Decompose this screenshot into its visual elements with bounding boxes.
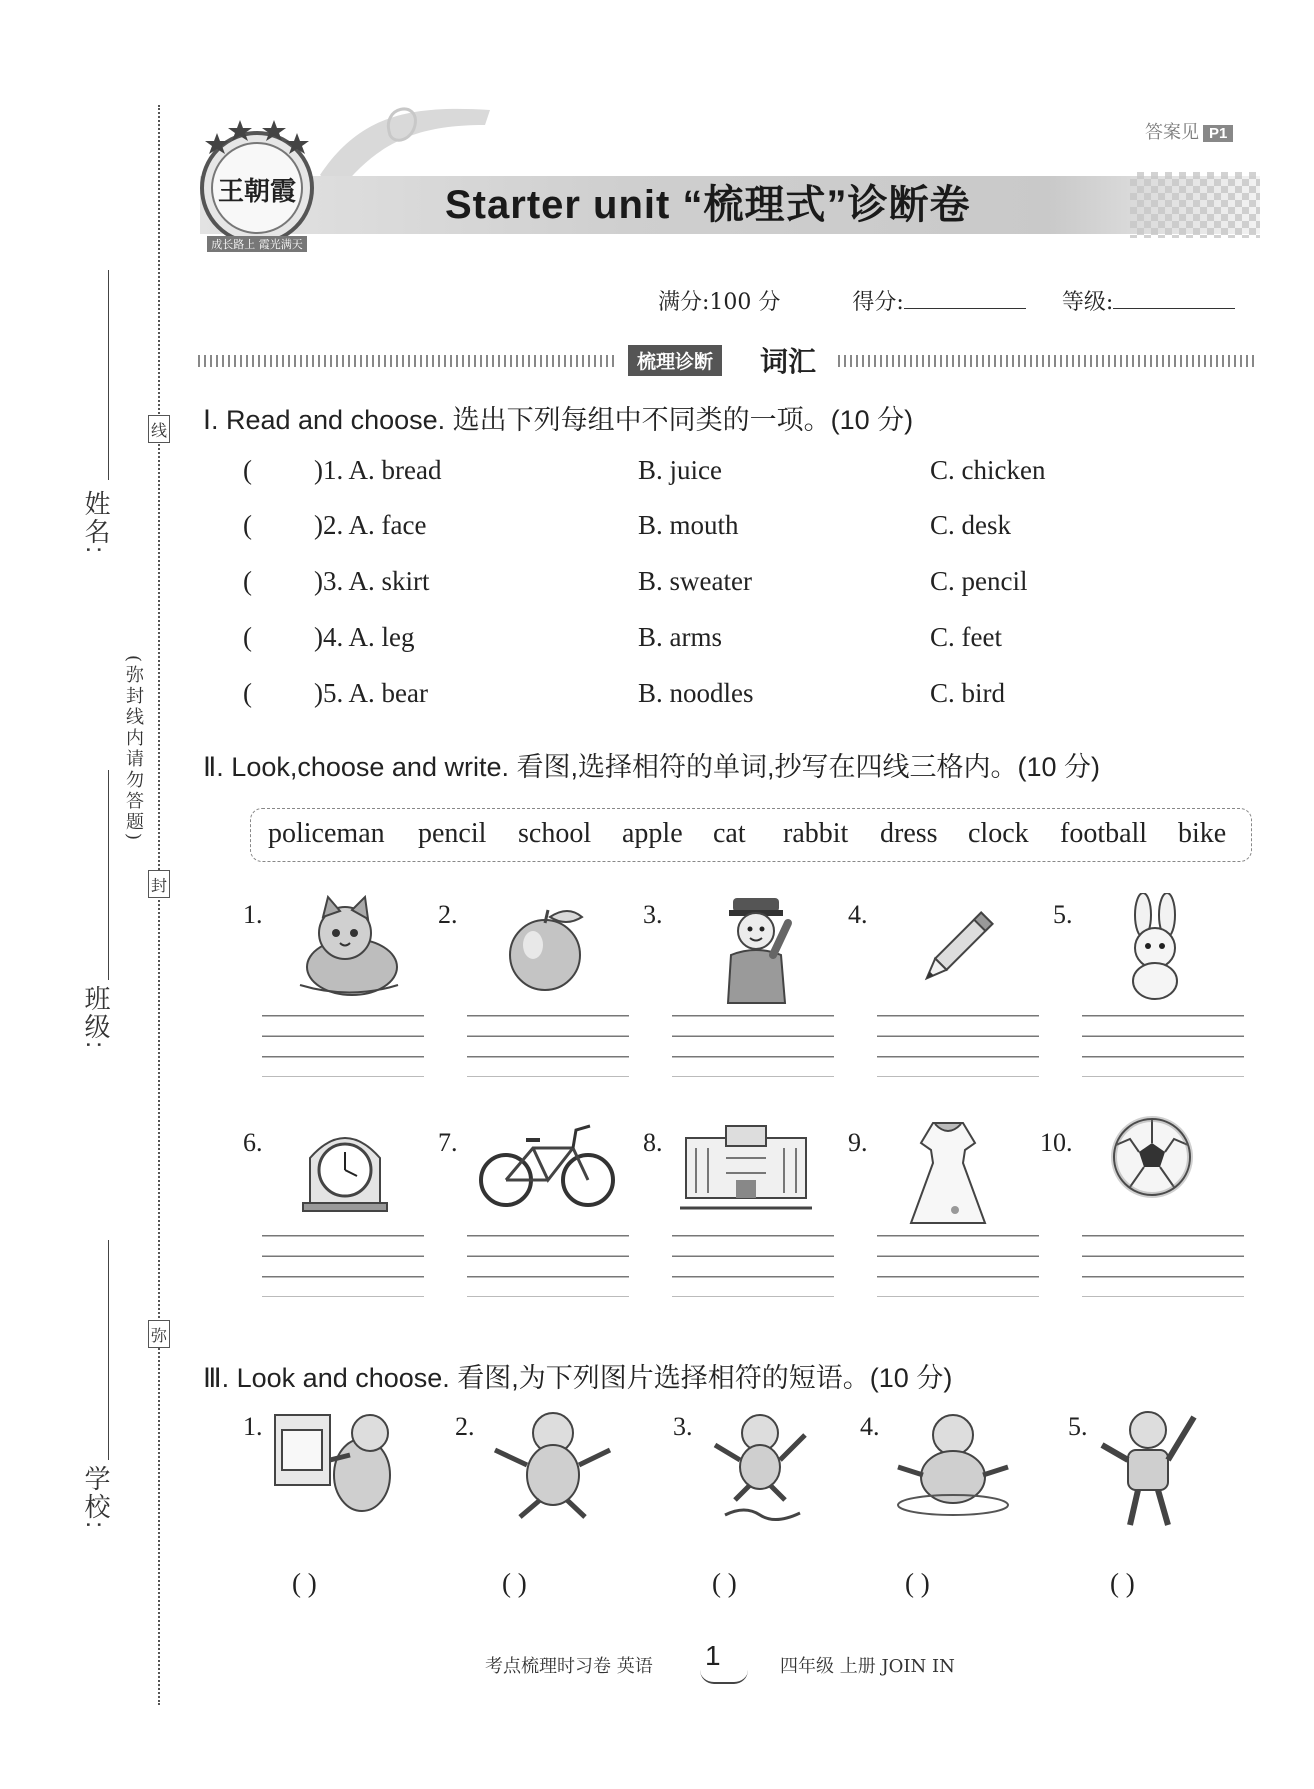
- writing-lines-2[interactable]: [467, 1015, 629, 1077]
- option-a[interactable]: A. face: [348, 510, 427, 540]
- pic-number: 5.: [1068, 1412, 1088, 1441]
- part1-item-3: ( )3. A. skirt: [243, 566, 430, 596]
- score-label: 得分:: [852, 290, 904, 315]
- word-bank-item: cat: [713, 818, 746, 849]
- bike-icon: [478, 1118, 618, 1213]
- part1-item-5: ( )5. A. bear: [243, 678, 428, 708]
- part1-heading: [203, 398, 913, 437]
- word-bank-item: dress: [880, 818, 938, 849]
- name-label: 姓名:: [81, 490, 111, 556]
- wangzhaoxia-logo: [192, 108, 322, 258]
- writing-lines-4[interactable]: [877, 1015, 1039, 1077]
- tiger-dancing-icon: [485, 1405, 620, 1520]
- pic-number: 4.: [848, 900, 868, 929]
- word-bank-item: pencil: [418, 818, 487, 849]
- page-title: Starter unit “梳理式”诊断卷: [445, 183, 971, 227]
- grade-label: 等级:: [1061, 290, 1114, 315]
- pic-number: 1.: [243, 1412, 263, 1441]
- answer-page-tag: P1: [1203, 125, 1233, 142]
- pic-number: 10.: [1040, 1128, 1073, 1157]
- logo-name: 王朝霞: [217, 177, 297, 207]
- rabbit-icon: [1115, 893, 1195, 1003]
- school-icon: [680, 1118, 812, 1218]
- score-blank[interactable]: [904, 290, 1026, 309]
- school-label: 学校:: [81, 1465, 111, 1531]
- item-number: 1.: [323, 455, 344, 485]
- full-score: 满分:100 分: [658, 290, 781, 315]
- part1-title: . Read and choose. 选出下列每组中不同类的一项。(10 分): [210, 405, 914, 435]
- writing-lines-5[interactable]: [1082, 1015, 1244, 1077]
- part3-heading: [203, 1356, 952, 1395]
- no-answer-note: (弥封线内请勿答题): [123, 655, 144, 844]
- writing-lines-8[interactable]: [672, 1235, 834, 1297]
- word-bank-item: rabbit: [783, 818, 849, 849]
- page-number: 1: [705, 1640, 721, 1671]
- pic-number: 2.: [438, 900, 458, 929]
- binding-dotted-line: [158, 105, 160, 1705]
- seal-char-feng: 封: [148, 870, 170, 898]
- footer-right: 四年级 上册 JOIN IN: [780, 1656, 955, 1677]
- option-c[interactable]: C. pencil: [930, 566, 1028, 596]
- section-tag: 梳理诊断: [628, 345, 722, 376]
- option-b[interactable]: B. arms: [638, 622, 722, 652]
- part1-item-2: ( )2. A. face: [243, 510, 427, 540]
- tiger-cooking-icon: [270, 1405, 405, 1520]
- item-number: 2.: [323, 510, 344, 540]
- answer-ref-text: 答案见: [1145, 122, 1199, 142]
- score-line: [658, 285, 1235, 316]
- pic-number: 2.: [455, 1412, 475, 1441]
- name-underline: [108, 270, 109, 480]
- answer-paren[interactable]: ( ): [292, 1568, 317, 1598]
- option-c[interactable]: C. feet: [930, 622, 1002, 652]
- word-bank-item: clock: [968, 818, 1029, 849]
- answer-paren[interactable]: ( ): [1110, 1568, 1135, 1598]
- pic-number: 9.: [848, 1128, 868, 1157]
- word-bank-item: bike: [1178, 818, 1227, 849]
- pic-number: 7.: [438, 1128, 458, 1157]
- part1-item-1: ( )1. A. bread: [243, 455, 442, 485]
- answer-reference: [1145, 118, 1233, 144]
- class-underline: [108, 770, 109, 980]
- pic-number: 8.: [643, 1128, 663, 1157]
- football-icon: [1110, 1115, 1195, 1200]
- writing-lines-6[interactable]: [262, 1235, 424, 1297]
- option-a[interactable]: A. skirt: [348, 566, 430, 596]
- logo-slogan: 成长路上 霞光满天: [211, 238, 303, 251]
- checker-pattern: [1130, 172, 1260, 238]
- writing-lines-1[interactable]: [262, 1015, 424, 1077]
- writing-lines-3[interactable]: [672, 1015, 834, 1077]
- part2-numeral: Ⅱ: [203, 752, 217, 782]
- school-underline: [108, 1240, 109, 1460]
- part3-title: . Look and choose. 看图,为下列图片选择相符的短语。(10 分): [221, 1363, 953, 1393]
- part1-numeral: Ⅰ: [203, 405, 211, 435]
- pic-number: 5.: [1053, 900, 1073, 929]
- option-b[interactable]: B. mouth: [638, 510, 739, 540]
- tiger-sitting-icon: [888, 1405, 1018, 1520]
- part2-heading: [203, 745, 1100, 784]
- tiger-jumping-icon: [705, 1405, 815, 1530]
- seal-char-xian: 线: [148, 415, 170, 443]
- section-word: 词汇: [760, 346, 817, 377]
- word-bank-item: apple: [622, 818, 683, 849]
- word-bank-item: football: [1060, 818, 1148, 849]
- option-b[interactable]: B. juice: [638, 455, 722, 485]
- footer-left: 考点梳理时习卷 英语: [485, 1656, 653, 1677]
- option-c[interactable]: C. bird: [930, 678, 1006, 708]
- word-bank-item: policeman: [268, 818, 385, 849]
- part1-item-4: ( )4. A. leg: [243, 622, 415, 652]
- writing-lines-9[interactable]: [877, 1235, 1039, 1297]
- grade-blank[interactable]: [1113, 290, 1235, 309]
- answer-paren[interactable]: ( ): [502, 1568, 527, 1598]
- pic-number: 3.: [673, 1412, 693, 1441]
- cat-icon: [290, 895, 405, 1000]
- pic-number: 4.: [860, 1412, 880, 1441]
- pencil-icon: [915, 905, 995, 995]
- writing-lines-7[interactable]: [467, 1235, 629, 1297]
- part2-title: . Look,choose and write. 看图,选择相符的单词,抄写在四线三格内。(10 分): [216, 752, 1100, 782]
- option-a[interactable]: A. bear: [348, 678, 428, 708]
- answer-paren[interactable]: ( ): [905, 1568, 930, 1598]
- clock-icon: [295, 1118, 395, 1218]
- pic-number: 3.: [643, 900, 663, 929]
- class-label: 班级:: [81, 985, 111, 1051]
- policeman-icon: [713, 893, 798, 1005]
- option-a[interactable]: A. leg: [348, 622, 415, 652]
- dress-icon: [903, 1118, 993, 1228]
- option-c[interactable]: C. chicken: [930, 455, 1046, 485]
- option-c[interactable]: C. desk: [930, 510, 1011, 540]
- seal-char-mi: 弥: [148, 1320, 170, 1348]
- answer-paren[interactable]: ( ): [712, 1568, 737, 1598]
- option-b[interactable]: B. sweater: [638, 566, 752, 596]
- tiger-playing-icon: [1090, 1405, 1205, 1530]
- page-number-arc: [700, 1670, 748, 1684]
- part3-numeral: Ⅲ: [203, 1363, 222, 1393]
- pic-number: 6.: [243, 1128, 263, 1157]
- item-number: 4.: [323, 622, 344, 652]
- apple-icon: [500, 905, 595, 995]
- writing-lines-10[interactable]: [1082, 1235, 1244, 1297]
- section-band: [198, 350, 1256, 372]
- option-b[interactable]: B. noodles: [638, 678, 754, 708]
- item-number: 5.: [323, 678, 344, 708]
- option-a[interactable]: A. bread: [348, 455, 442, 485]
- word-bank-item: school: [518, 818, 592, 849]
- item-number: 3.: [323, 566, 344, 596]
- pic-number: 1.: [243, 900, 263, 929]
